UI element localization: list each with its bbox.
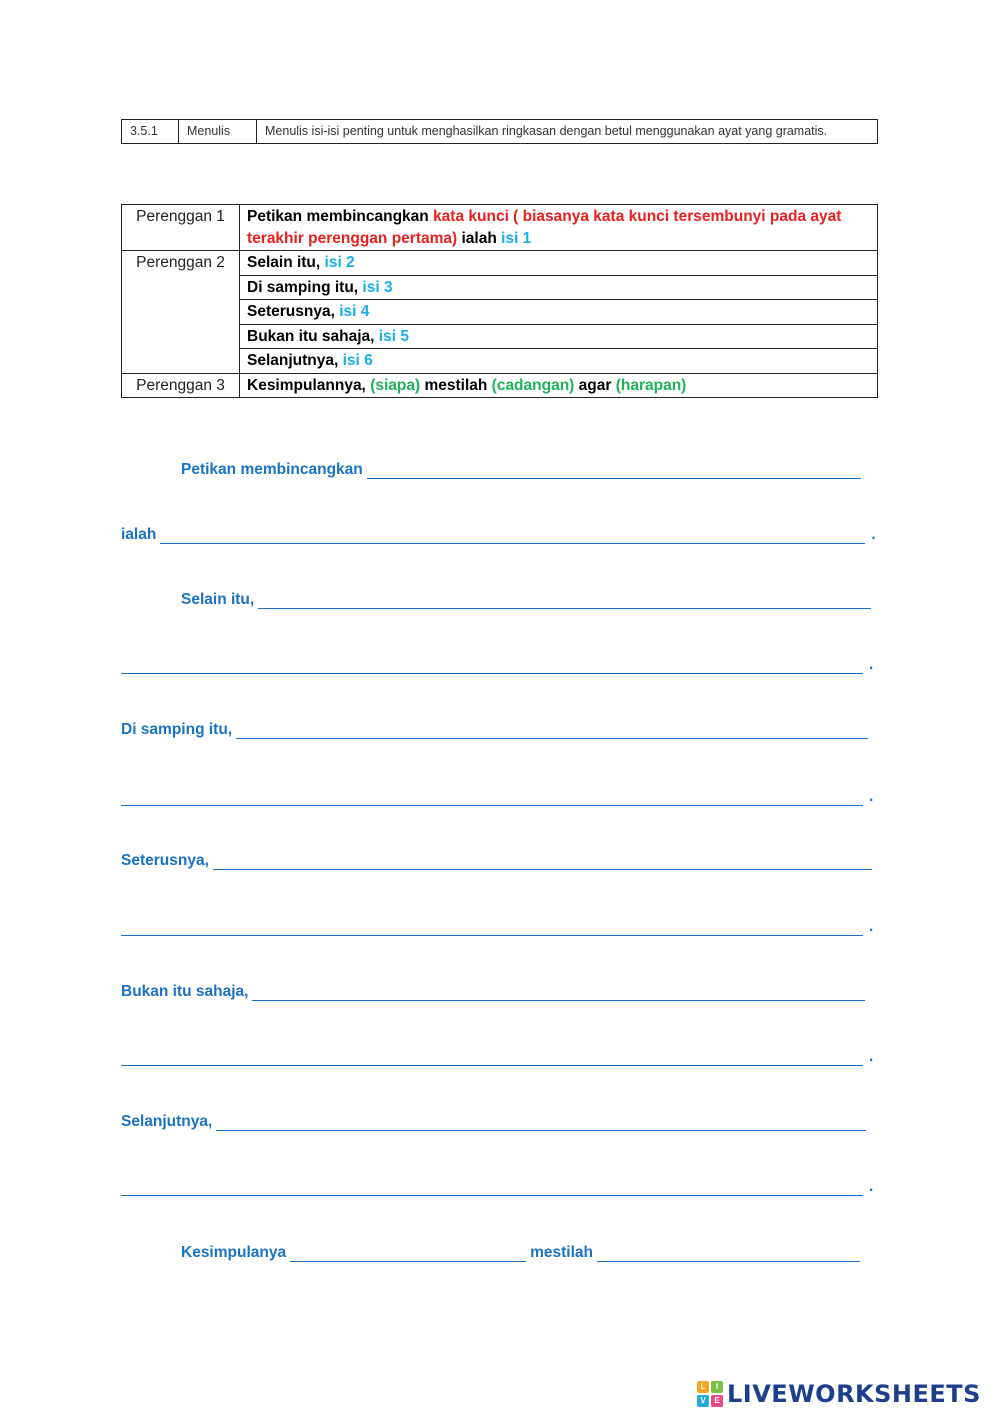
answer-line-8 xyxy=(121,914,873,936)
logo-letter: E xyxy=(711,1395,723,1407)
learning-standard-table xyxy=(121,119,878,144)
answer-prompt: Di samping itu, xyxy=(121,721,233,738)
answer-line-2 xyxy=(121,522,876,544)
liveworksheets-logo xyxy=(697,1377,981,1411)
paragraph-2-row: Selain itu, isi 2 xyxy=(240,251,878,276)
answer-line-13 xyxy=(181,1240,860,1262)
answer-line-9 xyxy=(121,979,865,1001)
logo-text: LIVEWORKSHEETS xyxy=(727,1380,981,1408)
answer-prompt: Seterusnya, xyxy=(121,852,209,869)
answer-line-7 xyxy=(121,848,872,870)
answer-blank[interactable] xyxy=(258,590,871,609)
period: . xyxy=(869,918,874,935)
answer-line-12 xyxy=(121,1174,873,1196)
answer-line-1 xyxy=(181,457,861,479)
paragraph-1-guide: Petikan membincangkan kata kunci ( biasanya kata kunci tersembunyi pada ayat terakhir perenggan pertama) ialah isi 1 xyxy=(240,205,878,251)
answer-blank-siapa[interactable] xyxy=(290,1243,526,1262)
answer-blank[interactable] xyxy=(367,460,861,479)
answer-prompt: ialah xyxy=(121,526,157,543)
paragraph-2-row: Seterusnya, isi 4 xyxy=(240,300,878,325)
answer-blank-cadangan[interactable] xyxy=(597,1243,860,1262)
paragraph-1-label: Perenggan 1 xyxy=(122,205,240,251)
answer-blank[interactable] xyxy=(160,525,865,544)
answer-line-6 xyxy=(121,784,873,806)
answer-line-5 xyxy=(121,717,868,739)
standard-description: Menulis isi-isi penting untuk menghasilkan ringkasan dengan betul menggunakan ayat yang gramatis. xyxy=(257,120,878,144)
period: . xyxy=(869,1048,874,1065)
paragraph-2-row: Di samping itu, isi 3 xyxy=(240,275,878,300)
answer-line-4 xyxy=(121,652,873,674)
period: . xyxy=(869,788,874,805)
paragraph-2-row: Bukan itu sahaja, isi 5 xyxy=(240,324,878,349)
answer-prompt: Kesimpulanya xyxy=(181,1244,287,1261)
answer-blank[interactable] xyxy=(121,787,863,806)
standard-code: 3.5.1 xyxy=(122,120,179,144)
answer-prompt: Bukan itu sahaja, xyxy=(121,983,249,1000)
answer-prompt: Petikan membincangkan xyxy=(181,461,363,478)
period: . xyxy=(869,656,874,673)
paragraph-2-row: Selanjutnya, isi 6 xyxy=(240,349,878,374)
answer-blank[interactable] xyxy=(121,1047,863,1066)
paragraph-3-guide: Kesimpulannya, (siapa) mestilah (cadangan) agar (harapan) xyxy=(240,373,878,398)
paragraph-2-label: Perenggan 2 xyxy=(122,251,240,374)
answer-line-10 xyxy=(121,1044,873,1066)
standard-skill: Menulis xyxy=(179,120,257,144)
answer-prompt: Selain itu, xyxy=(181,591,255,608)
answer-blank[interactable] xyxy=(216,1112,866,1131)
period: . xyxy=(871,526,876,543)
answer-blank[interactable] xyxy=(236,720,868,739)
answer-blank[interactable] xyxy=(121,1177,863,1196)
period: . xyxy=(869,1178,874,1195)
answer-line-11 xyxy=(121,1109,866,1131)
logo-letter: V xyxy=(697,1395,709,1407)
answer-blank[interactable] xyxy=(121,655,863,674)
answer-blank[interactable] xyxy=(252,982,865,1001)
answer-blank[interactable] xyxy=(213,851,872,870)
logo-mark-icon xyxy=(697,1381,723,1407)
logo-letter: I xyxy=(711,1381,723,1393)
answer-prompt: Selanjutnya, xyxy=(121,1113,213,1130)
answer-connector: mestilah xyxy=(530,1244,593,1261)
logo-letter: L xyxy=(697,1381,709,1393)
summary-guide-table xyxy=(121,204,878,398)
answer-blank[interactable] xyxy=(121,917,863,936)
paragraph-3-label: Perenggan 3 xyxy=(122,373,240,398)
answer-line-3 xyxy=(181,587,871,609)
